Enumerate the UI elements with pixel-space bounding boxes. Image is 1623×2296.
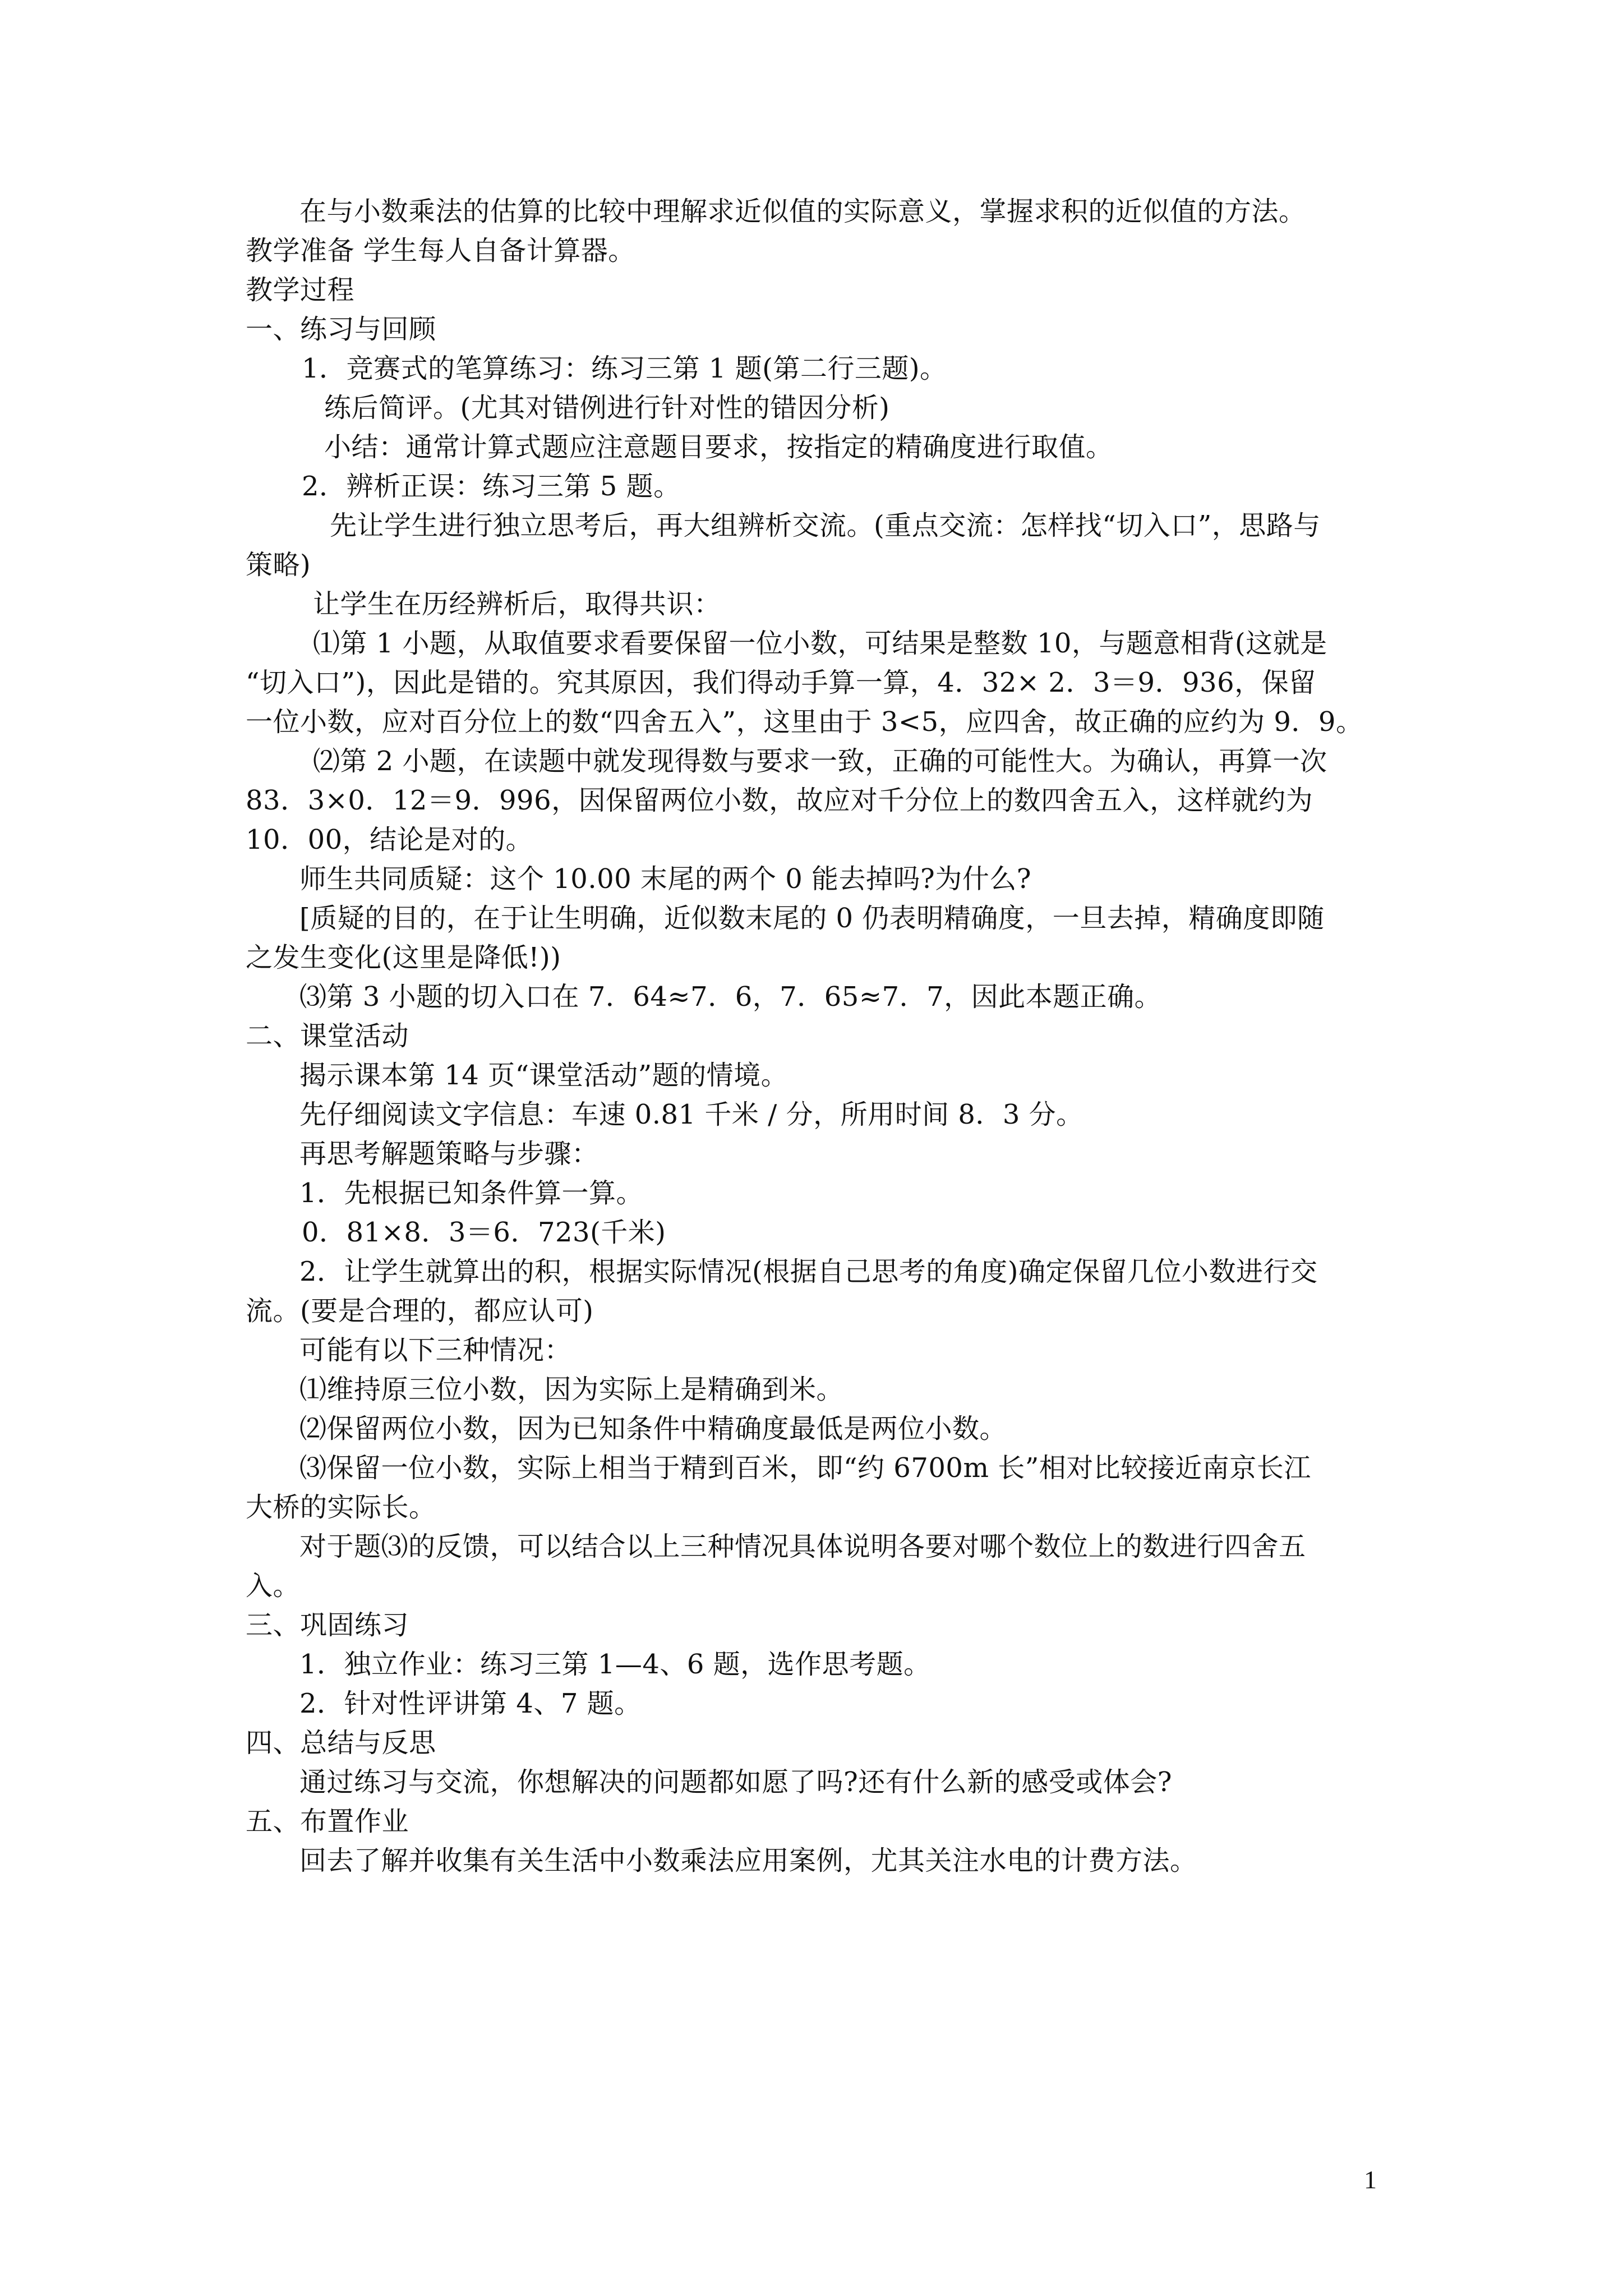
text-line: 对于题⑶的反馈，可以结合以上三种情况具体说明各要对哪个数位上的数进行四舍五	[299, 1531, 1306, 1562]
text-line: 流。(要是合理的，都应认可)	[246, 1295, 594, 1327]
text-line: ⑴第 1 小题，从取值要求看要保留一位小数，可结果是整数 10，与题意相背(这就是	[313, 628, 1327, 659]
text-line: 通过练习与交流，你想解决的问题都如愿了吗?还有什么新的感受或体会?	[299, 1766, 1172, 1798]
text-line: 10．00，结论是对的。	[246, 824, 533, 855]
text-line: 先让学生进行独立思考后，再大组辨析交流。(重点交流：怎样找“切入口”，思路与	[330, 510, 1321, 541]
text-line: ⑴维持原三位小数，因为实际上是精确到米。	[299, 1374, 844, 1405]
text-line: 入。	[246, 1570, 301, 1602]
text-line: 四、总结与反思	[246, 1727, 436, 1759]
text-line: 一位小数，应对百分位上的数“四舍五入”，这里由于 3<5，应四舍，故正确的应约为 9．9。	[246, 706, 1363, 738]
text-line: ⑶保留一位小数，实际上相当于精到百米，即“约 6700m 长”相对比较接近南京长江	[299, 1452, 1311, 1484]
text-line: 让学生在历经辨析后，取得共识：	[313, 588, 721, 620]
text-line: 教学准备 学生每人自备计算器。	[246, 235, 635, 266]
text-line: 策略)	[246, 549, 311, 581]
text-line: 回去了解并收集有关生活中小数乘法应用案例，尤其关注水电的计费方法。	[299, 1845, 1197, 1876]
text-line: 先仔细阅读文字信息：车速 0.81 千米 / 分，所用时间 8．3 分。	[299, 1099, 1083, 1130]
text-line: ⑶第 3 小题的切入口在 7．64≈7．6，7．65≈7．7，因此本题正确。	[299, 981, 1162, 1013]
text-line: 2．让学生就算出的积，根据实际情况(根据自己思考的角度)确定保留几位小数进行交	[299, 1256, 1318, 1287]
text-line: 1．先根据已知条件算一算。	[299, 1177, 644, 1209]
text-line: 之发生变化(这里是降低!))	[246, 942, 561, 973]
text-line: 教学过程	[246, 274, 355, 306]
text-line: 三、巩固练习	[246, 1609, 409, 1641]
text-line: 大桥的实际长。	[246, 1492, 436, 1523]
text-line: 0．81×8．3＝6．723(千米)	[302, 1217, 666, 1248]
text-line: 师生共同质疑：这个 10.00 末尾的两个 0 能去掉吗?为什么?	[299, 863, 1031, 895]
text-line: 在与小数乘法的估算的比较中理解求近似值的实际意义，掌握求积的近似值的方法。	[299, 196, 1306, 227]
text-line: [质疑的目的，在于让生明确，近似数末尾的 0 仍表明精确度，一旦去掉，精确度即随	[299, 903, 1325, 934]
text-line: 83．3×0．12＝9．996，因保留两位小数，故应对千分位上的数四舍五入，这样就约为	[246, 785, 1313, 816]
text-line: 练后简评。(尤其对错例进行针对性的错因分析)	[324, 392, 890, 424]
text-line: 再思考解题策略与步骤：	[299, 1138, 599, 1170]
text-line: ⑵第 2 小题，在读题中就发现得数与要求一致，正确的可能性大。为确认，再算一次	[313, 746, 1327, 777]
text-line: 五、布置作业	[246, 1806, 409, 1837]
text-line: 可能有以下三种情况：	[299, 1335, 572, 1366]
text-line: 揭示课本第 14 页“课堂活动”题的情境。	[299, 1060, 789, 1091]
text-line: 二、课堂活动	[246, 1020, 409, 1052]
text-line: 2．针对性评讲第 4、7 题。	[299, 1688, 642, 1719]
document-body	[246, 192, 1393, 1880]
text-line: 小结：通常计算式题应注意题目要求，按指定的精确度进行取值。	[324, 431, 1113, 463]
text-line: “切入口”)，因此是错的。究其原因，我们得动手算一算，4．32× 2．3＝9．936，保留	[246, 667, 1316, 698]
page-number: 1	[1364, 2165, 1377, 2194]
text-line: 1．竞赛式的笔算练习：练习三第 1 题(第二行三题)。	[302, 353, 947, 384]
text-line: 2．辨析正误：练习三第 5 题。	[302, 471, 681, 502]
text-line: ⑵保留两位小数，因为已知条件中精确度最低是两位小数。	[299, 1413, 1007, 1444]
text-line: 1．独立作业：练习三第 1—4、6 题，选作思考题。	[299, 1649, 931, 1680]
text-line: 一、练习与回顾	[246, 314, 436, 345]
